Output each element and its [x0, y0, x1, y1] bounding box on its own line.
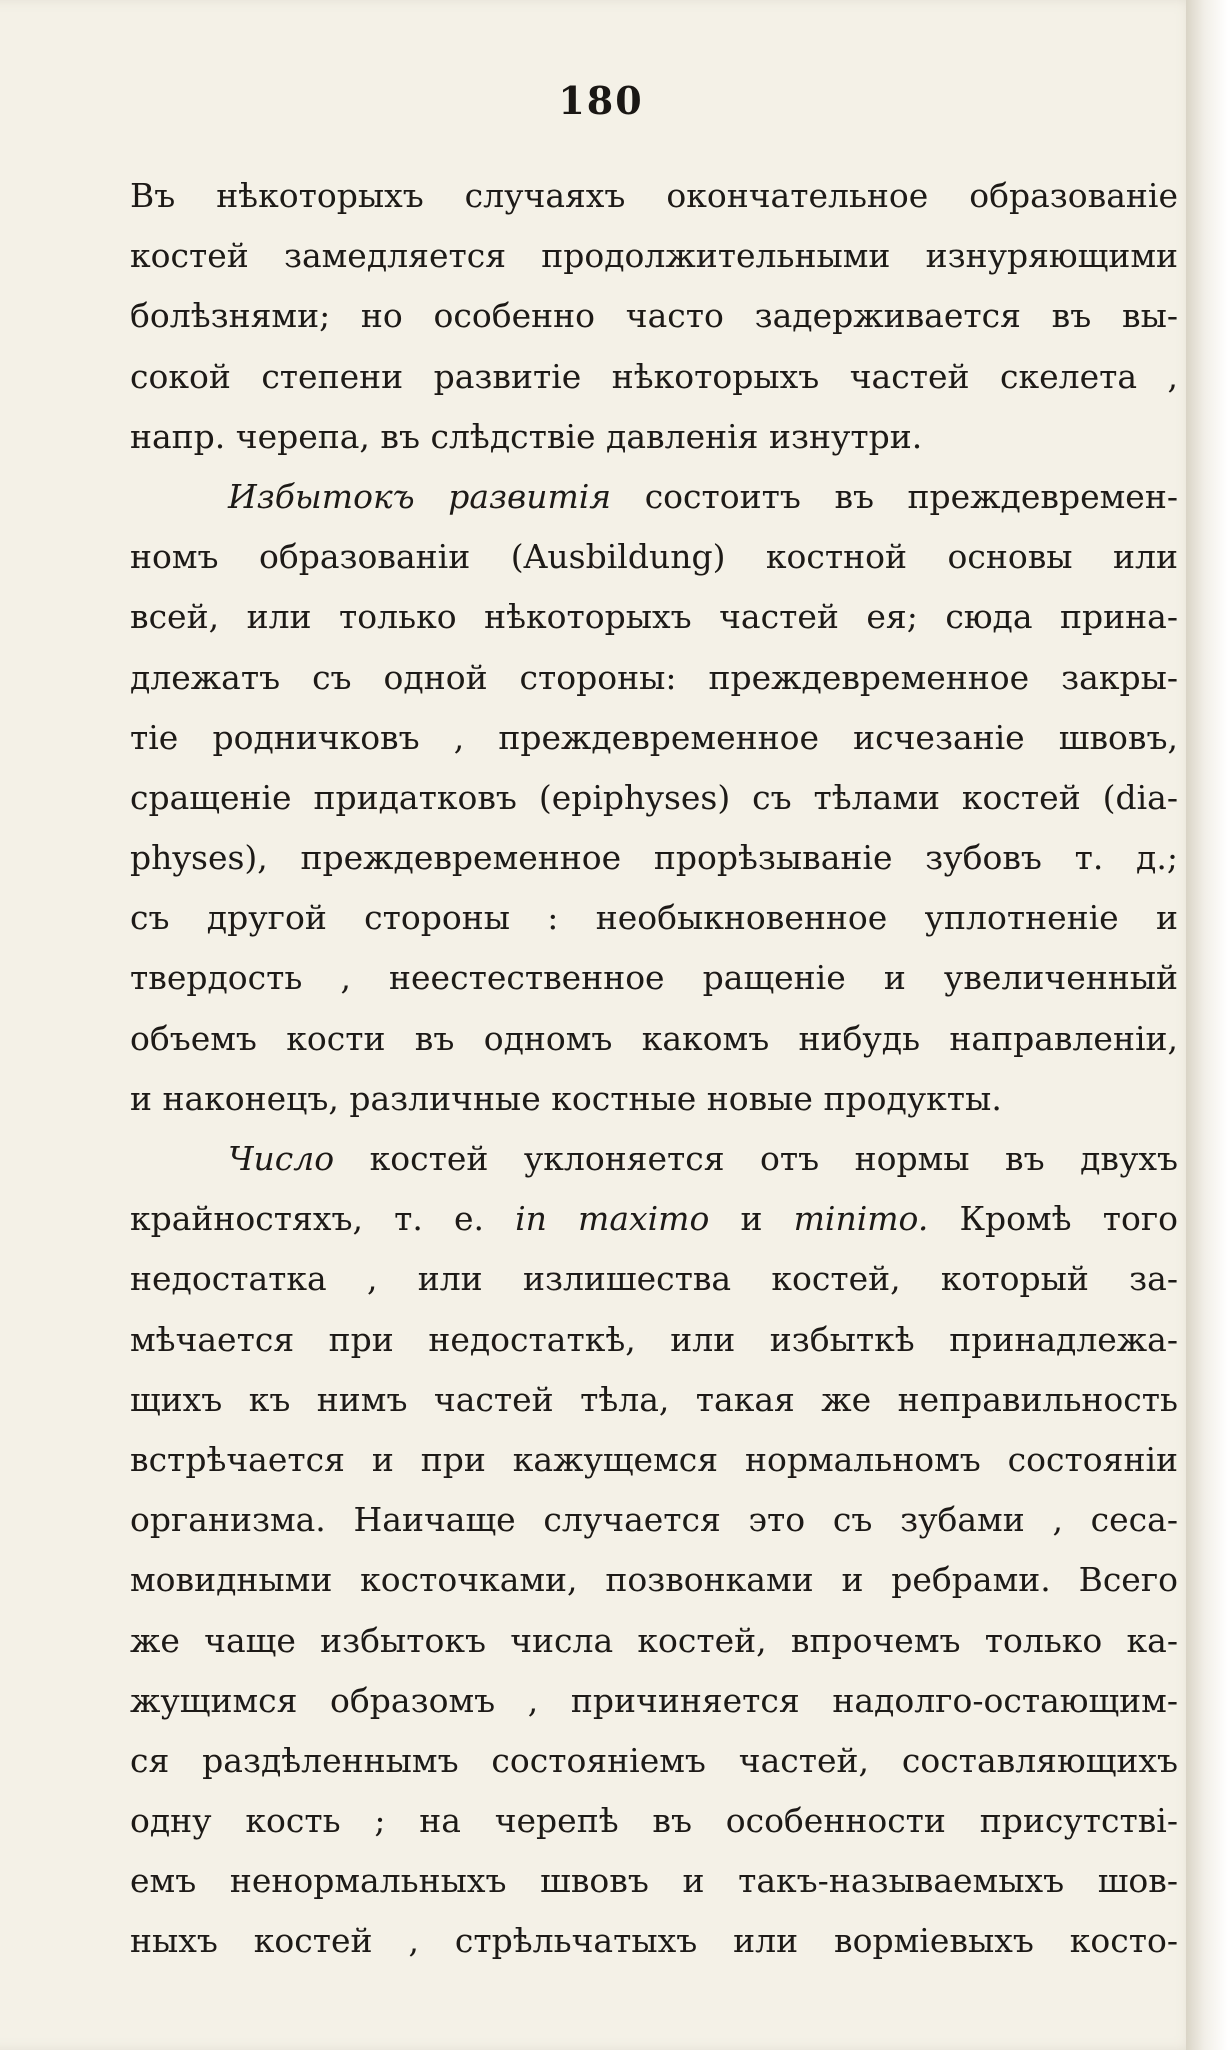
text-fragment: костей уклоняется отъ нормы въ двухъ: [334, 1139, 1178, 1178]
text-line: и наконецъ, различные костные новые продукты.: [130, 1078, 1002, 1118]
text-line: съ другой стороны : необыкновенное уплотненіе и: [130, 898, 1178, 938]
page-number: 180: [558, 78, 644, 123]
text-line: ся раздѣленнымъ состояніемъ частей, составляющихъ: [130, 1740, 1178, 1780]
page-text: [130, 166, 1178, 1972]
latin-phrase: in maximo: [515, 1199, 710, 1239]
text-line: всей, или только нѣкоторыхъ частей ея; сюда прина-: [130, 597, 1178, 637]
text-line: длежатъ съ одной стороны: преждевременное закры-: [130, 657, 1178, 697]
text-line: тіе родничковъ , преждевременное исчезаніе швовъ,: [130, 717, 1178, 757]
text-line: ныхъ костей , стрѣльчатыхъ или ворміевыхъ косто-: [130, 1921, 1178, 1961]
emphasized-term: Избытокъ развитія: [228, 476, 612, 516]
text-line: недостатка , или излишества костей, который за-: [130, 1259, 1178, 1299]
text-line: сращеніе придатковъ (epiphyses) съ тѣлами костей (dia-: [130, 777, 1178, 817]
text-line: организма. Наичаще случается это съ зубами , сеса-: [130, 1500, 1178, 1540]
text-line: одну кость ; на черепѣ въ особенности присутстві-: [130, 1801, 1178, 1841]
text-line: [130, 1189, 1178, 1249]
text-line: костей замедляется продолжительными изнуряющими: [130, 236, 1178, 276]
text-line: номъ образованіи (Ausbildung) костной основы или: [130, 537, 1178, 577]
text-line: объемъ кости въ одномъ какомъ нибудь направленіи,: [130, 1018, 1178, 1058]
text-line: твердость , неестественное ращеніе и увеличенный: [130, 958, 1178, 998]
text-line: болѣзнями; но особенно часто задерживается въ вы-: [130, 296, 1178, 336]
text-line: [130, 467, 1178, 527]
text-line: сокой степени развитіе нѣкоторыхъ частей скелета ,: [130, 356, 1178, 396]
text-fragment: состоитъ въ преждевремен-: [611, 476, 1178, 516]
text-line: напр. черепа, въ слѣдствіе давленія изнутри.: [130, 416, 923, 456]
text-line: [130, 1129, 1178, 1189]
text-fragment: Кромѣ того: [928, 1199, 1178, 1239]
text-line: же чаще избытокъ числа костей, впрочемъ только ка-: [130, 1620, 1178, 1660]
text-line: жущимся образомъ , причиняется надолго-остающим-: [130, 1680, 1178, 1720]
text-fragment: и: [709, 1199, 794, 1239]
text-line: щихъ къ нимъ частей тѣла, такая же неправильность: [130, 1379, 1178, 1419]
text-fragment: крайностяхъ, т. е.: [130, 1199, 516, 1239]
text-line: мовидными косточками, позвонками и ребрами. Всего: [130, 1560, 1178, 1600]
text-line: емъ ненормальныхъ швовъ и такъ-называемыхъ шов-: [130, 1861, 1178, 1901]
text-line: встрѣчается и при кажущемся нормальномъ состояніи: [130, 1439, 1178, 1479]
text-line: Въ нѣкоторыхъ случаяхъ окончательное образованіе: [130, 176, 1178, 215]
page-edge-shadow: [1186, 0, 1228, 2050]
emphasized-term: Число: [228, 1139, 335, 1178]
latin-phrase: minimo.: [793, 1199, 929, 1239]
text-line: physes), преждевременное прорѣзываніе зубовъ т. д.;: [130, 838, 1178, 878]
text-line: мѣчается при недостаткѣ, или избыткѣ принадлежа-: [130, 1319, 1178, 1359]
